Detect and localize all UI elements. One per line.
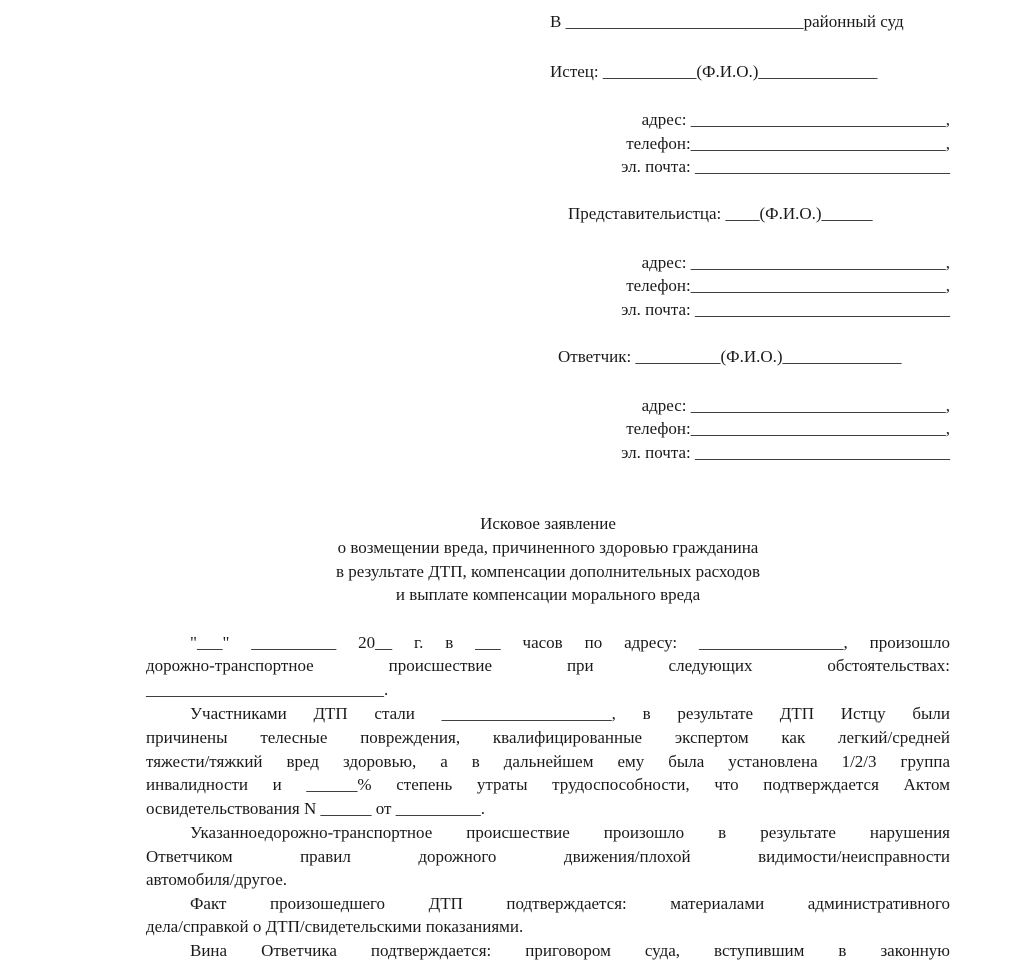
p1-line-3: ____________________________. [146,680,389,699]
defendant-line: Ответчик: __________(Ф.И.О.)______________ [558,347,902,366]
plaintiff-phone: телефон:______________________________, [626,134,950,153]
rep-address: адрес: ______________________________, [641,253,950,272]
p4-line-2: дела/справкой о ДТП/свидетельскими показаниями. [146,917,524,936]
p2-line-1: Участниками ДТП стали ____________________, в результате ДТП Истцу были [190,704,950,723]
p3-line-1: Указанноедорожно-транспортное происшествие произошло в результате нарушения [190,823,950,842]
p4-line-1: Факт произошедшего ДТП подтверждается: материалами административного [190,894,950,913]
document-subtitle-1: о возмещении вреда, причиненного здоровью гражданина [337,538,759,557]
def-email: эл. почта: ______________________________ [621,443,950,462]
p2-line-4: инвалидности и ______% степень утраты трудоспособности, что подтверждается Актом [146,775,950,794]
plaintiff-address: адрес: ______________________________, [641,110,950,129]
p1-line-1: "___" __________ 20__ г. в ___ часов по адресу: _________________, произошло [190,633,950,652]
p5-line-1: Вина Ответчика подтверждается: приговором суда, вступившим в законную [190,941,950,960]
plaintiff-line: Истец: ___________(Ф.И.О.)______________ [550,62,878,81]
representative-line: Представительистца: ____(Ф.И.О.)______ [568,204,873,223]
p1-line-2: дорожно-транспортное происшествие при следующих обстоятельствах: [146,656,950,675]
document-subtitle-2: в результате ДТП, компенсации дополнительных расходов [336,562,760,581]
rep-email: эл. почта: ______________________________ [621,300,950,319]
p3-line-2: Ответчиком правил дорожного движения/плохой видимости/неисправности [146,847,950,866]
document-subtitle-3: и выплате компенсации морального вреда [395,585,701,604]
rep-phone: телефон:______________________________, [626,276,950,295]
p2-line-3: тяжести/тяжкий вред здоровью, а в дальнейшем ему была установлена 1/2/3 группа [146,752,950,771]
court-line: В ____________________________районный суд [550,12,904,31]
p2-line-5: освидетельствования N ______ от __________. [146,799,485,818]
def-address: адрес: ______________________________, [641,396,950,415]
plaintiff-email: эл. почта: ______________________________ [621,157,950,176]
def-phone: телефон:______________________________, [626,419,950,438]
p2-line-2: причинены телесные повреждения, квалифицированные экспертом как легкий/средней [146,728,950,747]
document-title: Исковое заявление [480,514,616,533]
p3-line-3: автомобиля/другое. [146,870,288,889]
